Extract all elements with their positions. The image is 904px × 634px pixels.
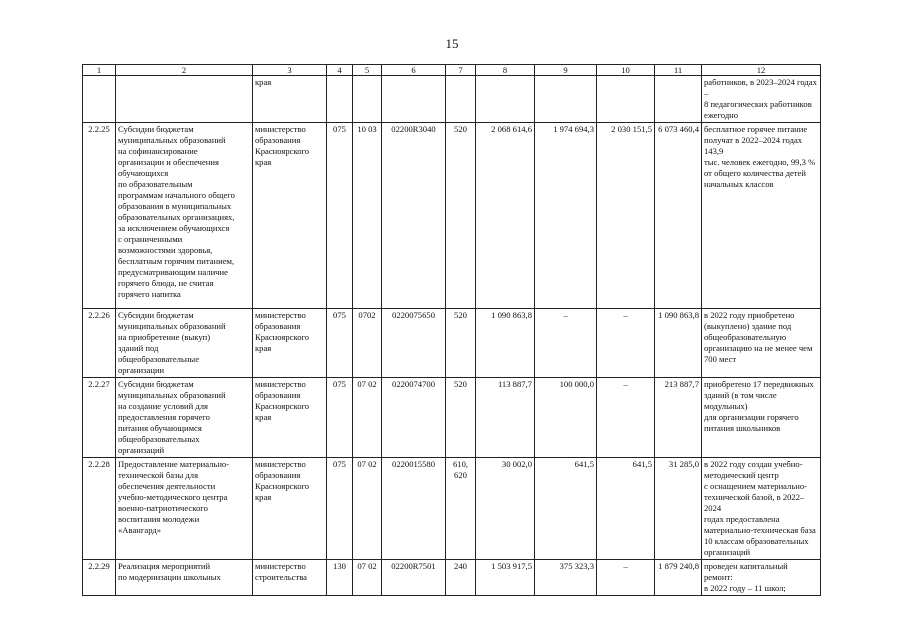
grbs-code: 075 <box>327 458 353 560</box>
target-article-code: 0220074700 <box>382 378 446 458</box>
amount-total: 213 887,7 <box>655 378 702 458</box>
responsible-body: края <box>253 76 327 123</box>
column-header: 3 <box>253 65 327 76</box>
activity-name: Предоставление материально- технической базы для обеспечения деятельности учебно-методического центра военно-патриотического воспитания молодежи «Авангард» <box>116 458 253 560</box>
amount-2024: – <box>597 378 655 458</box>
section-code <box>353 76 382 123</box>
grbs-code: 130 <box>327 560 353 596</box>
expected-result: приобретено 17 передвижных зданий (в том числе модульных) для организации горячего питания школьников <box>702 378 821 458</box>
amount-2023: 100 000,0 <box>535 378 597 458</box>
activity-name: Реализация мероприятий по модернизации школьных <box>116 560 253 596</box>
amount-2024: 2 030 151,5 <box>597 123 655 309</box>
responsible-body: министерство образования Красноярского края <box>253 458 327 560</box>
expense-type-code: 520 <box>446 378 476 458</box>
target-article-code: 02200R3040 <box>382 123 446 309</box>
expense-type-code: 520 <box>446 309 476 378</box>
table-row <box>83 458 821 560</box>
table-row <box>83 378 821 458</box>
column-header: 5 <box>353 65 382 76</box>
expected-result: работников, в 2023–2024 годах – 8 педагогических работников ежегодно <box>702 76 821 123</box>
responsible-body: министерство образования Красноярского края <box>253 309 327 378</box>
amount-2024: – <box>597 309 655 378</box>
amount-2022: 2 068 614,6 <box>476 123 535 309</box>
amount-2022 <box>476 76 535 123</box>
responsible-body: министерство образования Красноярского края <box>253 123 327 309</box>
target-article-code: 02200R7501 <box>382 560 446 596</box>
column-header: 10 <box>597 65 655 76</box>
section-code: 0702 <box>353 309 382 378</box>
expense-type-code: 520 <box>446 123 476 309</box>
column-header: 9 <box>535 65 597 76</box>
section-code: 07 02 <box>353 560 382 596</box>
amount-2023: 375 323,3 <box>535 560 597 596</box>
page-number: 15 <box>445 36 459 51</box>
column-header: 11 <box>655 65 702 76</box>
row-number: 2.2.25 <box>83 123 116 309</box>
grbs-code: 075 <box>327 123 353 309</box>
amount-total: 1 879 240,8 <box>655 560 702 596</box>
section-code: 07 02 <box>353 458 382 560</box>
responsible-body: министерство строительства <box>253 560 327 596</box>
column-header: 2 <box>116 65 253 76</box>
target-article-code: 0220075650 <box>382 309 446 378</box>
amount-total <box>655 76 702 123</box>
amount-2022: 113 887,7 <box>476 378 535 458</box>
activity-name: Субсидии бюджетам муниципальных образований на софинансирование организации и обеспечения обучающихся по образовательным программам начального общего образования в муниципальных образовательных организациях, за исключением обучающихся с ограниченными возможностями здоровья, бесплатным горячим питанием, предусматривающим наличие горячего блюда, не считая горячего напитка <box>116 123 253 309</box>
grbs-code: 075 <box>327 309 353 378</box>
column-header: 6 <box>382 65 446 76</box>
amount-2024: 641,5 <box>597 458 655 560</box>
activity-name: Субсидии бюджетам муниципальных образований на приобретение (выкуп) зданий под общеобразовательные организации <box>116 309 253 378</box>
amount-2023: – <box>535 309 597 378</box>
section-code: 10 03 <box>353 123 382 309</box>
amount-2022: 30 002,0 <box>476 458 535 560</box>
grbs-code: 075 <box>327 378 353 458</box>
column-header: 8 <box>476 65 535 76</box>
amount-total: 6 073 460,4 <box>655 123 702 309</box>
budget-table <box>82 64 821 596</box>
table-row <box>83 76 821 123</box>
column-number-row <box>83 65 821 76</box>
expected-result: в 2022 году создан учебно- методический центр с оснащением материально- технической базой, в 2022–2024 годах предоставлена материально-техническая база 10 классам образовательных организаций <box>702 458 821 560</box>
amount-2022: 1 503 917,5 <box>476 560 535 596</box>
column-header: 7 <box>446 65 476 76</box>
expected-result: бесплатное горячее питание получат в 2022–2024 годах 143,9 тыс. человек ежегодно, 99,3 % от общего количества детей начальных классов <box>702 123 821 309</box>
table-row <box>83 309 821 378</box>
expected-result: в 2022 году приобретено (выкуплено) здание под общеобразовательную организацию на не менее чем 700 мест <box>702 309 821 378</box>
activity-name <box>116 76 253 123</box>
amount-2022: 1 090 863,8 <box>476 309 535 378</box>
row-number <box>83 76 116 123</box>
target-article-code <box>382 76 446 123</box>
row-number: 2.2.26 <box>83 309 116 378</box>
expense-type-code <box>446 76 476 123</box>
amount-total: 31 285,0 <box>655 458 702 560</box>
table-row <box>83 123 821 309</box>
column-header: 4 <box>327 65 353 76</box>
column-header: 12 <box>702 65 821 76</box>
expense-type-code: 610, 620 <box>446 458 476 560</box>
activity-name: Субсидии бюджетам муниципальных образований на создание условий для предоставления горячего питания обучающимся общеобразовательных организаций <box>116 378 253 458</box>
row-number: 2.2.27 <box>83 378 116 458</box>
responsible-body: министерство образования Красноярского края <box>253 378 327 458</box>
table-row <box>83 560 821 596</box>
expense-type-code: 240 <box>446 560 476 596</box>
amount-2024: – <box>597 560 655 596</box>
row-number: 2.2.29 <box>83 560 116 596</box>
amount-2023: 641,5 <box>535 458 597 560</box>
column-header: 1 <box>83 65 116 76</box>
amount-2024 <box>597 76 655 123</box>
amount-total: 1 090 863,8 <box>655 309 702 378</box>
grbs-code <box>327 76 353 123</box>
amount-2023: 1 974 694,3 <box>535 123 597 309</box>
section-code: 07 02 <box>353 378 382 458</box>
amount-2023 <box>535 76 597 123</box>
row-number: 2.2.28 <box>83 458 116 560</box>
target-article-code: 0220015580 <box>382 458 446 560</box>
expected-result: проведен капитальный ремонт: в 2022 году – 11 школ; <box>702 560 821 596</box>
